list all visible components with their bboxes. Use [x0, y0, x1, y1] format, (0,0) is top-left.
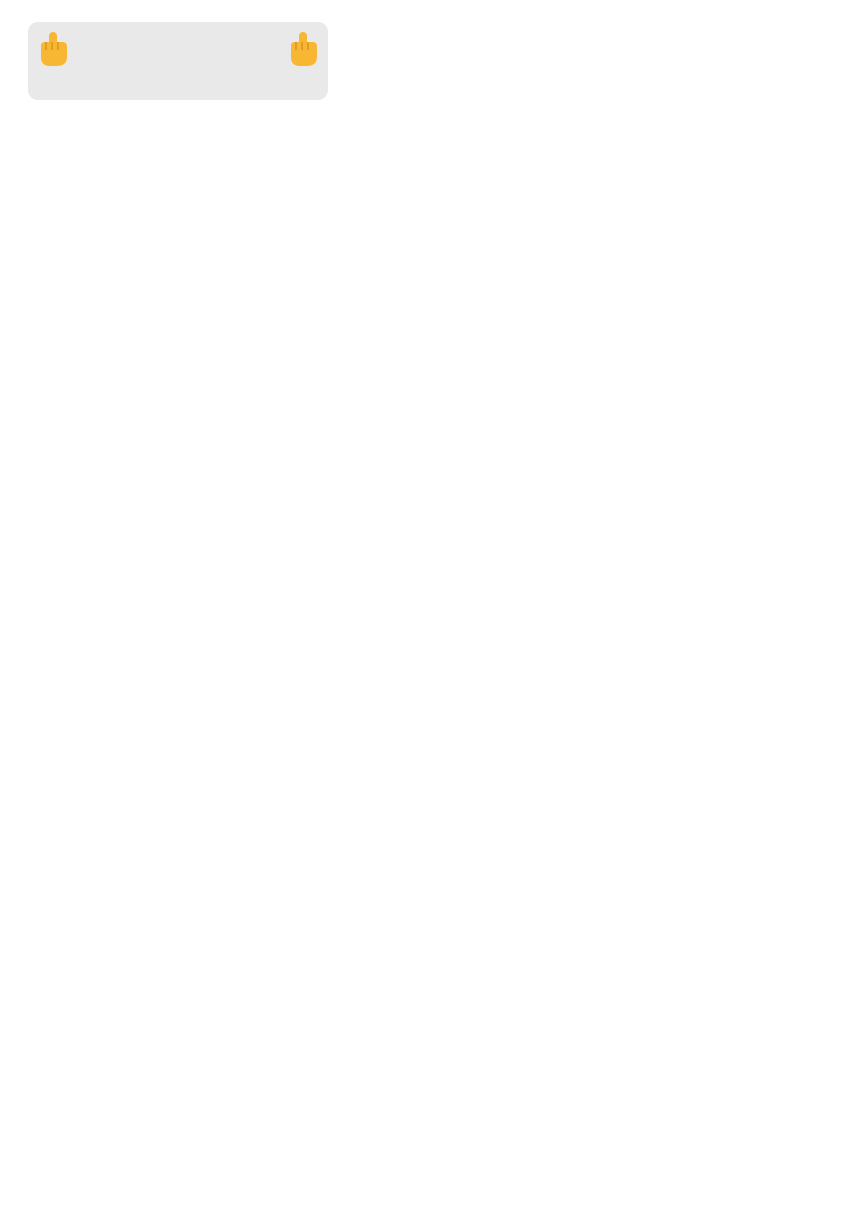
pointing-hand-icon — [286, 30, 320, 68]
pointing-hand-icon — [36, 30, 70, 68]
bilibili-comics-logo — [718, 1148, 836, 1194]
watermark-banner — [28, 22, 328, 100]
